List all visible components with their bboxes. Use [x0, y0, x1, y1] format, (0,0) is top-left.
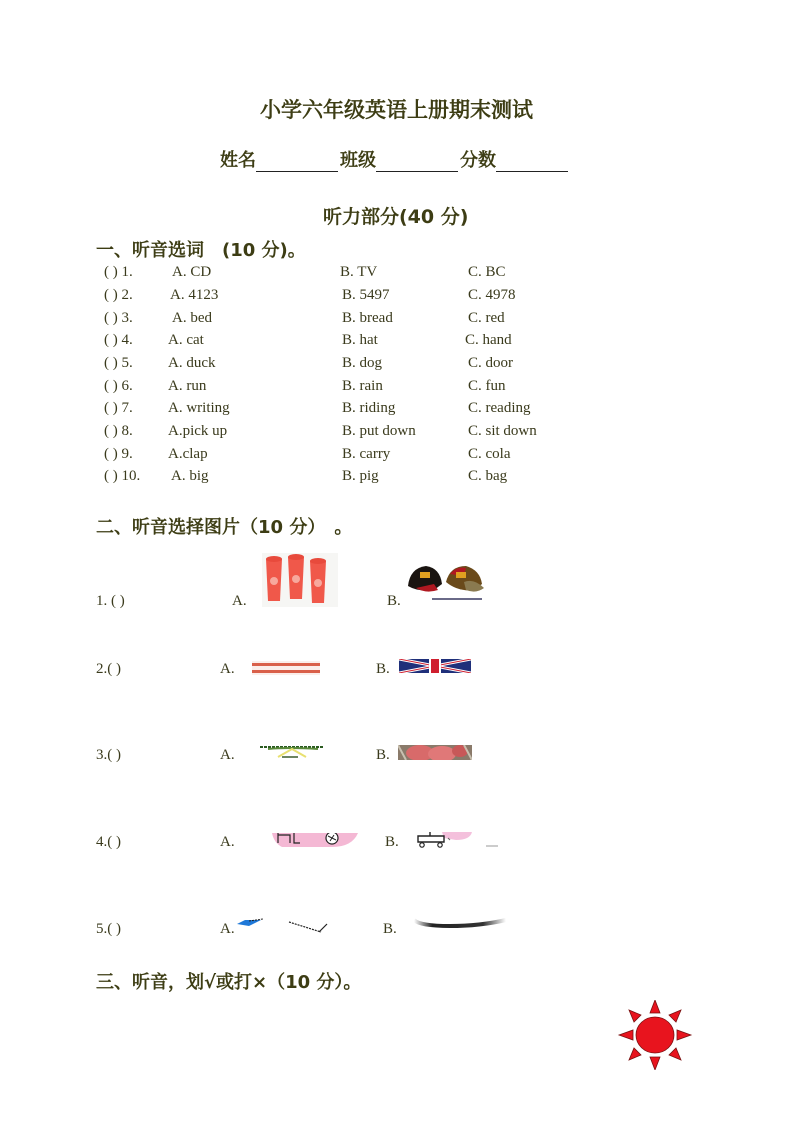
- item-number: 2.: [121, 287, 133, 303]
- answer-bracket[interactable]: ( ): [104, 446, 118, 462]
- list-item: [104, 446, 133, 463]
- option-b: B. bread: [342, 310, 393, 326]
- option-a: A. run: [168, 378, 207, 394]
- option-b: B. rain: [342, 378, 383, 394]
- option-c: C. sit down: [468, 423, 537, 439]
- pen-ruler-image: [235, 918, 330, 934]
- option-b: B. dog: [342, 355, 383, 371]
- option-a: A. big: [171, 468, 209, 484]
- picture-question-label[interactable]: 5.( ): [96, 921, 121, 937]
- item-number: 8.: [121, 423, 133, 439]
- picture-question-label[interactable]: 2.( ): [96, 661, 121, 677]
- option-a-label: A.: [220, 747, 235, 763]
- picture-question-label[interactable]: 1. ( ): [96, 593, 125, 609]
- name-label: 姓名: [220, 150, 256, 171]
- section3-heading: 三、听音，划√或打×（10 分）。: [96, 972, 362, 993]
- page-title: 小学六年级英语上册期末测试: [260, 98, 533, 122]
- listening-part-heading: 听力部分(40 分): [323, 206, 469, 228]
- score-blank[interactable]: [496, 153, 568, 172]
- tree-image: [258, 745, 328, 759]
- apples-image: [398, 745, 472, 760]
- answer-bracket[interactable]: ( ): [104, 378, 118, 394]
- option-c: C. reading: [468, 400, 531, 416]
- answer-bracket[interactable]: ( ): [104, 400, 118, 416]
- item-number: 3.: [121, 310, 133, 326]
- option-b: B. riding: [342, 400, 396, 416]
- list-item: [104, 400, 133, 417]
- answer-bracket[interactable]: ( ): [104, 468, 118, 484]
- option-c: C. 4978: [468, 287, 516, 303]
- option-b-label: B.: [376, 661, 390, 677]
- option-b-label: B.: [387, 593, 401, 609]
- picture-question-label[interactable]: 3.( ): [96, 747, 121, 763]
- option-a: A. CD: [172, 264, 212, 280]
- answer-bracket[interactable]: ( ): [104, 264, 118, 280]
- caps-image: [404, 560, 486, 604]
- item-number: 5.: [121, 355, 133, 371]
- option-a: A.pick up: [168, 423, 228, 439]
- option-b: B. hat: [342, 332, 378, 348]
- option-c: C. BC: [468, 264, 506, 280]
- striped-flag-image: [252, 661, 320, 675]
- class-blank[interactable]: [376, 153, 458, 172]
- score-label: 分数: [460, 150, 496, 171]
- item-number: 6.: [121, 378, 133, 394]
- option-b: B. carry: [342, 446, 391, 462]
- answer-bracket[interactable]: ( ): [104, 332, 118, 348]
- answer-bracket[interactable]: ( ): [104, 287, 118, 303]
- option-a-label: A.: [220, 921, 235, 937]
- section1-heading: 一、听音选词 (10 分)。: [96, 240, 306, 261]
- option-b: B. TV: [340, 264, 378, 280]
- option-c: C. door: [468, 355, 513, 371]
- item-number: 4.: [121, 332, 133, 348]
- list-item: [104, 378, 133, 395]
- option-c: C. cola: [468, 446, 511, 462]
- option-a: A. cat: [168, 332, 204, 348]
- option-a: A. writing: [168, 400, 230, 416]
- list-item: [104, 287, 133, 304]
- student-info-line: [220, 146, 570, 172]
- option-a-label: A.: [232, 593, 247, 609]
- option-c: C. bag: [468, 468, 508, 484]
- option-c: C. fun: [468, 378, 506, 394]
- option-a: A.clap: [168, 446, 208, 462]
- option-a-label: A.: [220, 834, 235, 850]
- answer-bracket[interactable]: ( ): [104, 310, 118, 326]
- option-b-label: B.: [385, 834, 399, 850]
- option-a: A. 4123: [170, 287, 219, 303]
- item-number: 9.: [121, 446, 133, 462]
- option-a-label: A.: [220, 661, 235, 677]
- option-a: A. bed: [172, 310, 212, 326]
- name-blank[interactable]: [256, 153, 338, 172]
- list-item: [104, 264, 133, 281]
- pink-room-image: [272, 833, 358, 847]
- item-number: 7.: [121, 400, 133, 416]
- picture-question-label[interactable]: 4.( ): [96, 834, 121, 850]
- list-item: [104, 310, 133, 327]
- list-item: [104, 423, 133, 440]
- option-b-label: B.: [376, 747, 390, 763]
- answer-bracket[interactable]: ( ): [104, 355, 118, 371]
- uk-flag-image: [399, 659, 471, 673]
- option-b: B. 5497: [342, 287, 390, 303]
- option-c: C. hand: [465, 332, 512, 348]
- section2-heading: 二、听音选择图片（10 分） 。: [96, 517, 353, 538]
- option-a: A. duck: [168, 355, 216, 371]
- pink-chair-image: [412, 832, 500, 848]
- black-object-image: [410, 918, 510, 932]
- answer-bracket[interactable]: ( ): [104, 423, 118, 439]
- item-number: 10.: [121, 468, 141, 484]
- item-number: 1.: [121, 264, 133, 280]
- option-b: B. put down: [342, 423, 416, 439]
- list-item: [104, 332, 133, 349]
- option-b-label: B.: [383, 921, 397, 937]
- option-b: B. pig: [342, 468, 379, 484]
- list-item: [104, 355, 133, 372]
- option-c: C. red: [468, 310, 505, 326]
- class-label: 班级: [340, 150, 376, 171]
- sun-icon: [617, 1000, 693, 1070]
- list-item: [104, 468, 140, 485]
- red-cups-image: [262, 553, 338, 607]
